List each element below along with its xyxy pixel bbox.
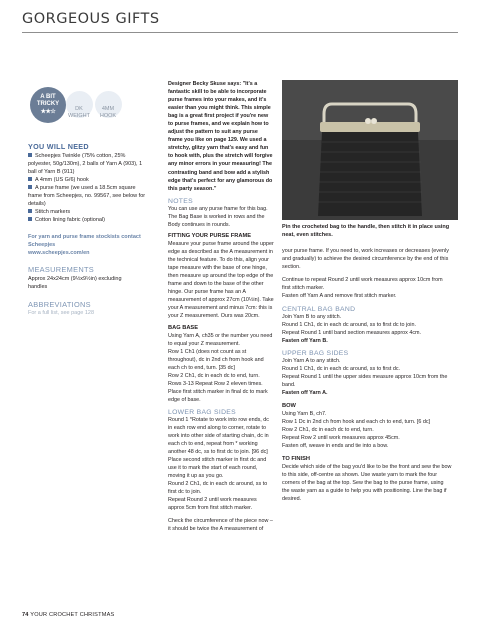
lower-sides-heading: LOWER BAG SIDES [168,409,236,417]
continue-text-2: Continue to repeat Round 2 until work measures approx 10cm from first stitch marker. [282,276,443,291]
fitting-heading: FITTING YOUR PURSE FRAME [168,233,251,240]
lower-sides-round-2: Round 2 Ch1, dc in each dc around, ss to first dc to join. [168,481,268,496]
materials-item: Cotton lining fabric (optional) [28,216,150,224]
bow-row-2: Row 2 Ch1, dc in each dc to end, turn. [282,427,374,434]
bag-base-row-1: Row 1 Ch1 (does not count as st throughout), dc in 2nd ch from hook and each ch to end, turn. [35 dc] [168,348,264,371]
upper-sides-repeat: Repeat Round 1 until the upper sides measure approx 10cm from the band. [282,374,448,389]
stockist-link[interactable]: www.scheepjes.com/en [28,250,90,256]
page-number: 74 [22,612,29,618]
photo-caption: Pin the crocheted bag to the handle, then stitch it in place using neat, even stitches. [282,224,450,238]
finish-heading: TO FINISH [282,455,311,462]
bow-repeat: Repeat Row 2 until work measures approx 45cm. [282,435,400,442]
abbreviations-heading: ABBREVIATIONS [28,300,91,309]
lower-sides-round-1: Round 1 *Rotate to work into row ends, dc in each row end along to corner, rotate to work into other side of starting chain, dc in each ch to end, repeat from * working another 48 dc, ss to first dc to join. [96 dc] Place second stitch marker in first dc and use it to mark the start of each round, moving it up as you go. [168,417,269,480]
yarn-weight-label: DK WEIGHT [68,106,90,119]
bag-base-heading: BAG BASE [168,324,199,331]
section-title: GORGEOUS GIFTS [22,11,160,27]
materials-item: Scheepjes Twinkle (75% cotton, 25% polyester, 50g/130m), 2 balls of Yarn A (903), 1 ball of Yarn B (911) [28,153,143,176]
bag-base-after: Place first stitch marker in final dc to mark edge of base. [168,388,268,403]
magazine-name: YOUR CROCHET CHRISTMAS [30,612,115,618]
hook-size-label: 4MM HOOK [99,106,117,119]
central-band-fasten: Fasten off Yarn B. [282,337,328,344]
notes-heading: NOTES [168,197,193,205]
central-band-join: Join Yarn B to any stitch. [282,313,342,320]
measurements-text: Approx 24x24cm (9½x9½in) excluding handles [28,276,122,291]
upper-sides-round-1: Round 1 Ch1, dc in each dc around, ss to first dc. [282,366,401,373]
badge-line-1: A BIT [40,94,56,100]
you-will-need-heading: YOU WILL NEED [28,142,89,151]
materials-item: A purse frame (we used a 18.5cm square frame from Scheepjes, no. 99567, see below for details) [28,185,146,208]
bow-heading: BOW [282,403,296,410]
page-footer [22,612,114,618]
purse-illustration [282,80,458,220]
bullet-icon [28,217,32,221]
upper-sides-heading: UPPER BAG SIDES [282,350,349,358]
star-rating: ★★☆ [40,109,56,115]
upper-sides-join: Join Yarn A to any stitch. [282,358,341,365]
measurements-heading: MEASUREMENTS [28,265,95,274]
lower-sides-check: Check the circumference of the piece now – it should be twice the A measurement of [168,517,273,532]
bow-yarn: Using Yarn B, ch7. [282,411,327,418]
materials-list [28,152,150,224]
materials-item: Stitch markers [28,208,150,216]
bow-row-1: Row 1 Dc in 2nd ch from hook and each ch to end, turn. [6 dc] [282,419,431,426]
bullet-icon [28,209,32,213]
central-band-heading: CENTRAL BAG BAND [282,305,356,313]
notes-text: You can use any purse frame for this bag. The Bag Base is worked in rows and the Body continues in rounds. [168,205,268,228]
materials-item: A 4mm (US G/6) hook [28,176,150,184]
abbreviations-text: For a full list, see page 128 [28,310,95,316]
bow-fasten: Fasten off, weave in ends and tie into a bow. [282,442,389,449]
column-1 [168,80,274,534]
lower-sides-repeat: Repeat Round 2 until work measures approx 5cm from first stitch marker. [168,496,257,511]
bullet-icon [28,177,32,181]
fitting-text: Measure your purse frame around the upper edge as described as the A measurement in the technical feature. To do this, align your tape measure with the base of one hinge, then measure up around the top edge of the frame and down to the base of the other hinge. Our purse frame has an A measurement of approx 27cm (10½in). Take your A measurement and minus 7cm: this is your Z measurement. Ours was 20cm. [168,241,274,319]
purse-photo [282,80,458,220]
continue-text: your purse frame. If you need to, work increases or decreases (evenly and gradually) to achieve the desired circumference by the end of this section. [282,248,449,270]
stockist-text: For yarn and purse frame stockists contact Scheepjes [28,234,141,249]
bullet-icon [28,185,32,189]
title-divider [22,32,458,33]
bag-base-intro: Using Yarn A, ch35 or the number you need to equal your Z measurement. [168,332,273,347]
badge-line-2: TRICKY [36,101,60,107]
finish-text: Decide which side of the bag you'd like to be the front and sew the bow to this side, off-centre as shown. Use waste yarn to mark the four corners of the bag at the top. Sew the bag to the purse frame, using the waste yarn as a guide to help you with positioning. Line the bag if desired. [282,463,452,502]
central-band-repeat: Repeat Round 1 until band section measures approx 4cm. [282,329,422,336]
fasten-off-a: Fasten off Yarn A and remove first stitch marker. [282,292,397,299]
central-band-round-1: Round 1 Ch1, dc in each dc around, ss to first dc to join. [282,321,416,328]
bag-base-rows-3-13: Rows 3-13 Repeat Row 2 eleven times. [168,380,263,387]
upper-sides-fasten: Fasten off Yarn A. [282,390,328,397]
bag-base-row-2: Row 2 Ch1, dc in each dc to end, turn. [168,372,260,379]
bullet-icon [28,153,32,157]
column-2 [282,248,452,504]
designer-intro: Designer Becky Skuse says: "It's a fantastic skill to be able to incorporate purse frames into your makes, and it's easier than you might think. This simple bag is a great first project if you're new to purse frames, and we explain how to adjust the pattern to suit any purse frame you like on page 129. We used a stretchy, glitzy yarn that's easy and fun to hook with, plus the stretch will forgive any minor errors in your measuring! The contrasting band and bow add a stylish edge that's perfect for any glamorous do this party season." [168,81,273,192]
